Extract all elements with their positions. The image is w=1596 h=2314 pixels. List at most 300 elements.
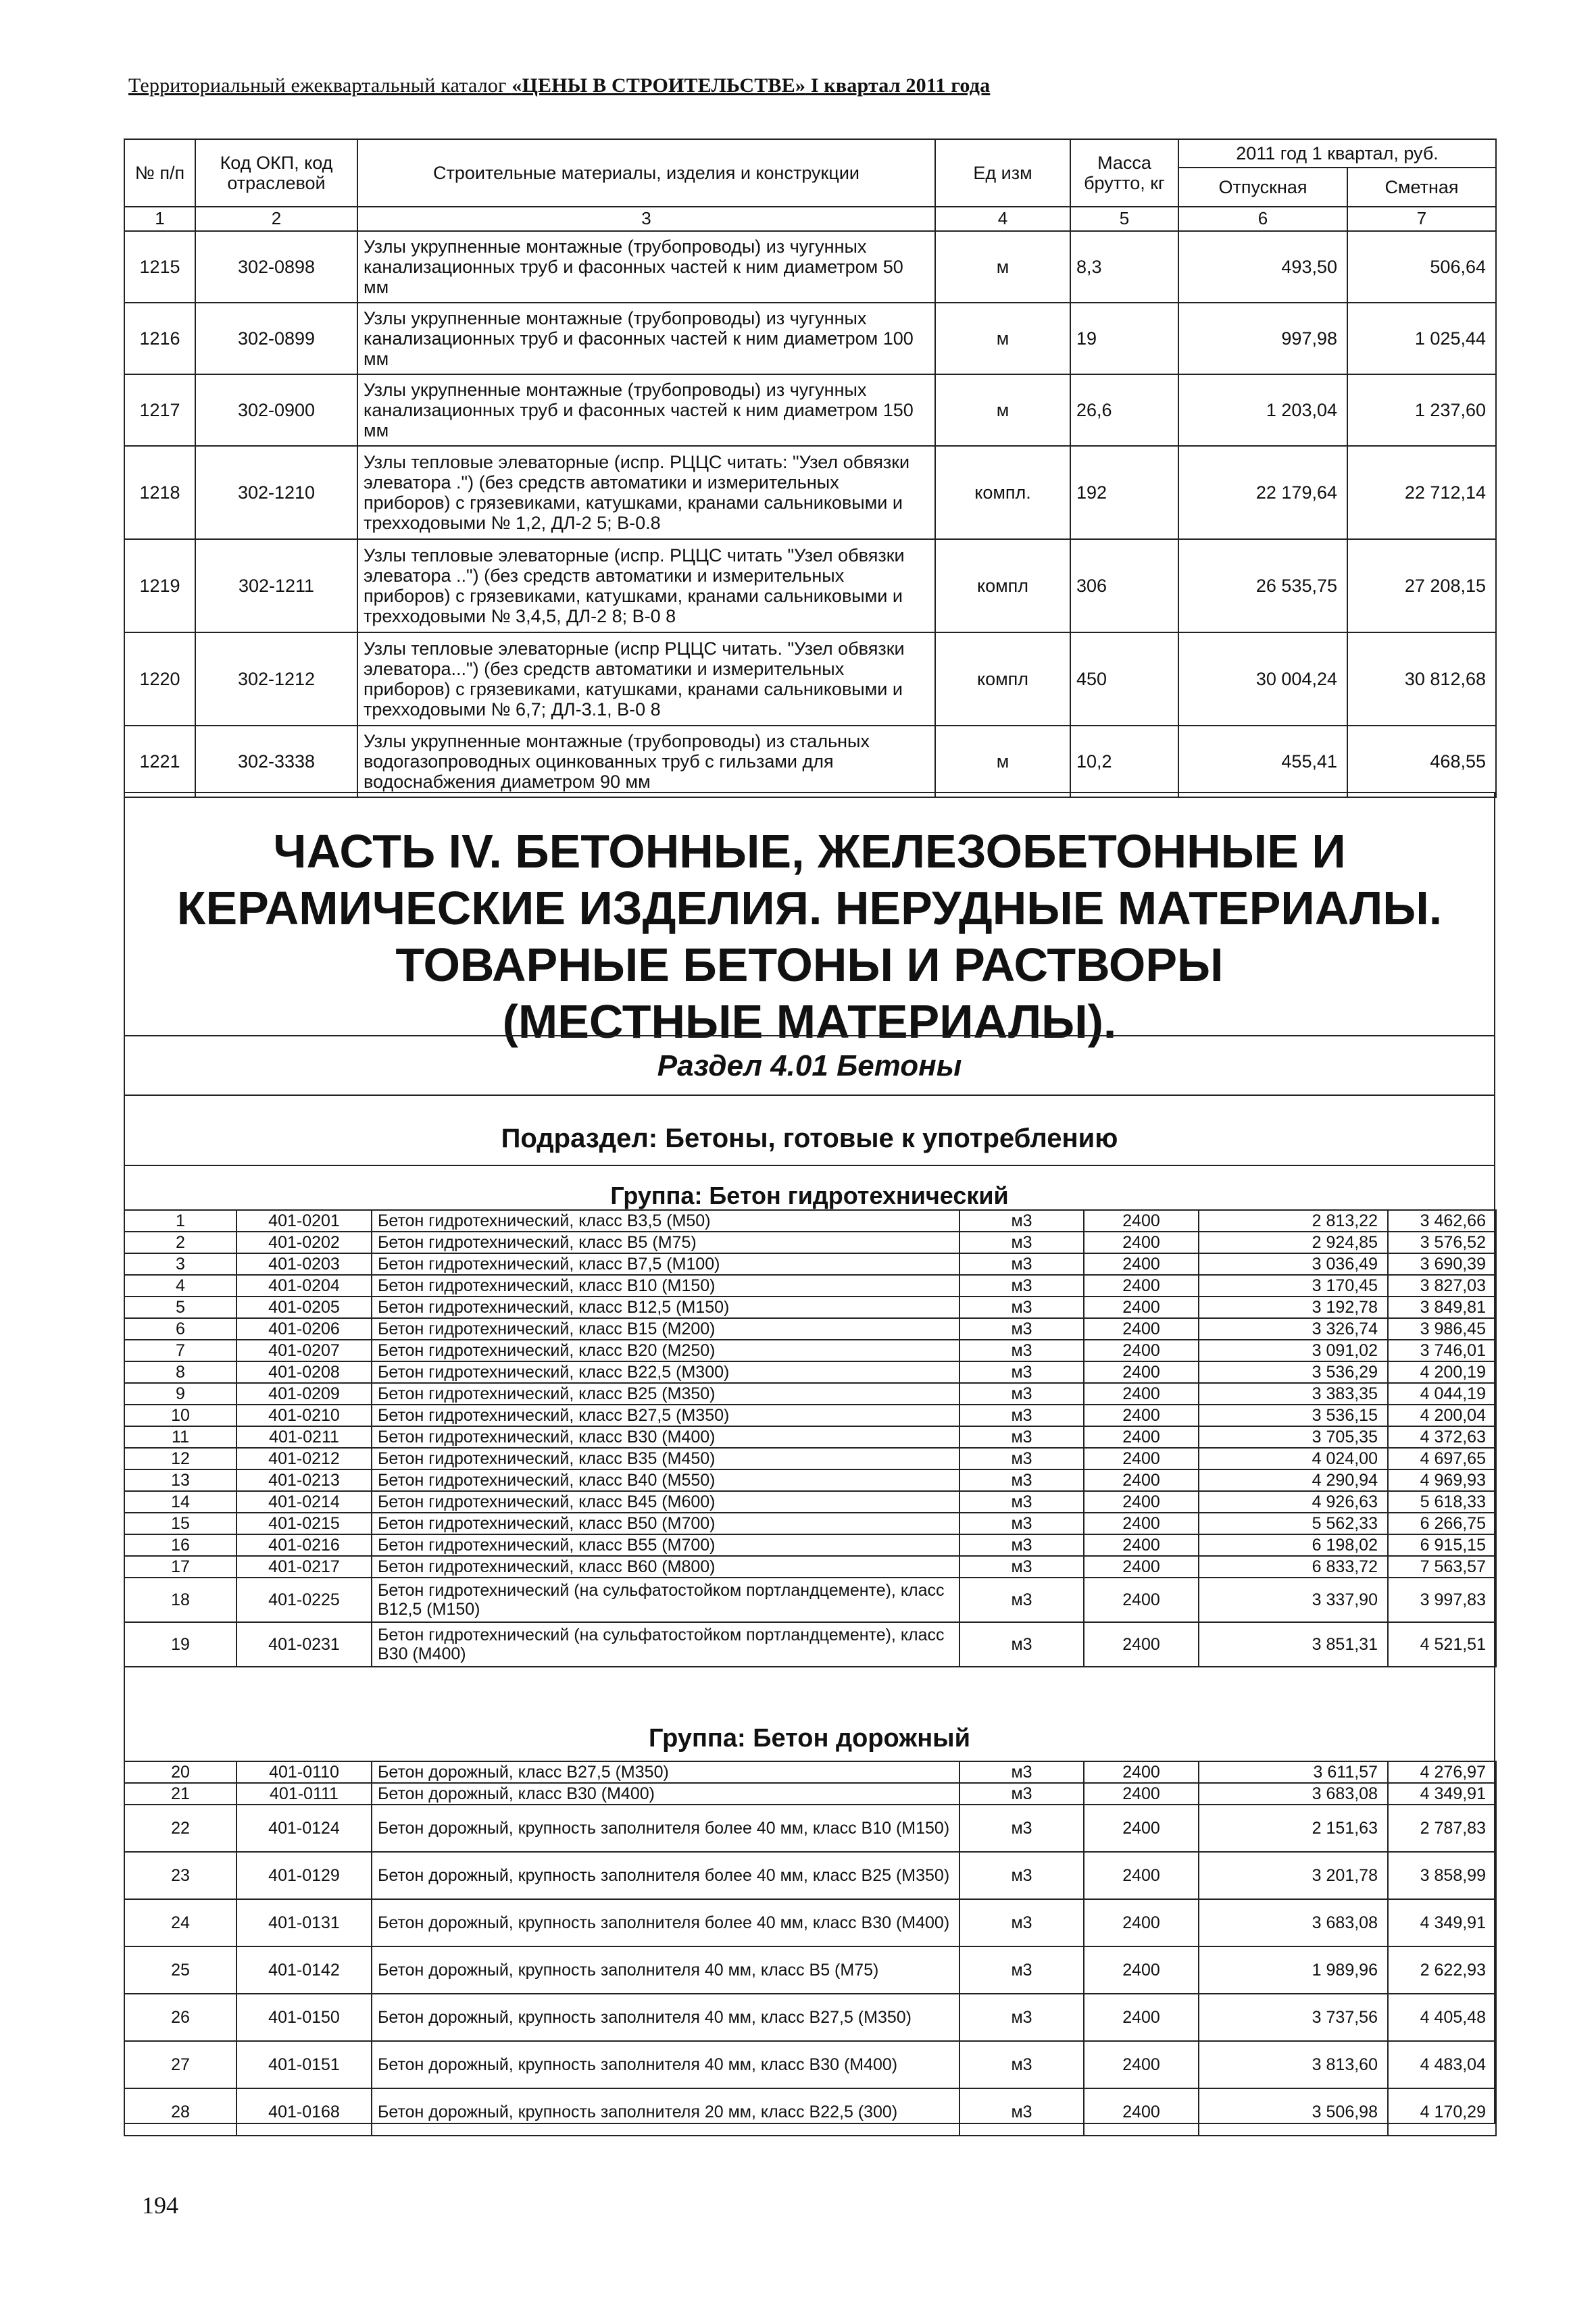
row-code: 401-0207 xyxy=(236,1340,372,1361)
row-no: 1218 xyxy=(124,446,195,539)
row-code: 401-0142 xyxy=(236,1946,372,1994)
part-title xyxy=(125,823,1494,1050)
row-estimate-price: 27 208,15 xyxy=(1347,539,1496,632)
row-release-price: 3 536,15 xyxy=(1199,1405,1388,1426)
row-code: 401-0150 xyxy=(236,1994,372,2041)
table-row xyxy=(124,539,1496,632)
col-number: 6 xyxy=(1178,207,1347,231)
row-name: Узлы укрупненные монтажные (трубопроводы) из чугунных канализационных труб и фасонных частей к ним диаметром 100 мм xyxy=(357,303,935,374)
row-estimate-price: 2 622,93 xyxy=(1388,1946,1496,1994)
row-code: 302-1210 xyxy=(195,446,357,539)
row-estimate-price: 6 915,15 xyxy=(1388,1534,1496,1556)
row-code: 401-0124 xyxy=(236,1805,372,1852)
row-mass: 2400 xyxy=(1084,1448,1199,1469)
row-mass: 2400 xyxy=(1084,1253,1199,1275)
row-no: 1217 xyxy=(124,374,195,446)
row-no: 13 xyxy=(124,1469,236,1491)
row-unit: м3 xyxy=(959,1426,1084,1448)
row-name: Бетон гидротехнический, класс В45 (М600) xyxy=(372,1491,959,1513)
row-name: Узлы тепловые элеваторные (испр РЦЦС читать. "Узел обвязки элеватора...") (без средств автоматики и измерительных приборов) с грязевиками, катушками, кранами сальниковыми и трехходовыми № 6,7; ДЛ-3.1, В-0 8 xyxy=(357,632,935,726)
row-estimate-price: 6 266,75 xyxy=(1388,1513,1496,1534)
row-release-price: 1 989,96 xyxy=(1199,1946,1388,1994)
header-estimate: Сметная xyxy=(1347,168,1496,207)
row-unit: компл. xyxy=(935,446,1070,539)
row-unit: м3 xyxy=(959,1448,1084,1469)
row-no: 22 xyxy=(124,1805,236,1852)
row-no: 8 xyxy=(124,1361,236,1383)
row-estimate-price: 7 563,57 xyxy=(1388,1556,1496,1578)
table-row xyxy=(124,1994,1496,2041)
table-row xyxy=(124,1622,1496,1667)
header-code: Код ОКП, код отраслевой xyxy=(195,139,357,207)
row-estimate-price: 4 200,04 xyxy=(1388,1405,1496,1426)
table-row xyxy=(124,1405,1496,1426)
row-code: 401-0151 xyxy=(236,2041,372,2088)
col-number: 5 xyxy=(1070,207,1178,231)
row-no: 21 xyxy=(124,1783,236,1805)
row-unit: м3 xyxy=(959,1899,1084,1946)
row-name: Бетон гидротехнический, класс В3,5 (М50) xyxy=(372,1210,959,1232)
table-row xyxy=(124,1556,1496,1578)
table-row xyxy=(124,1534,1496,1556)
row-unit: м3 xyxy=(959,1556,1084,1578)
row-mass: 10,2 xyxy=(1070,726,1178,797)
row-name: Бетон дорожный, класс В30 (М400) xyxy=(372,1783,959,1805)
row-unit: м3 xyxy=(959,1805,1084,1852)
row-release-price: 3 337,90 xyxy=(1199,1578,1388,1622)
row-estimate-price: 1 237,60 xyxy=(1347,374,1496,446)
row-unit: м3 xyxy=(959,1210,1084,1232)
row-mass: 2400 xyxy=(1084,1426,1199,1448)
price-table-road xyxy=(124,1761,1497,2136)
row-code: 302-0900 xyxy=(195,374,357,446)
table-row xyxy=(124,1578,1496,1622)
row-release-price: 3 683,08 xyxy=(1199,1899,1388,1946)
row-mass: 2400 xyxy=(1084,1622,1199,1667)
row-unit: м3 xyxy=(959,1318,1084,1340)
table-row xyxy=(124,446,1496,539)
row-estimate-price: 468,55 xyxy=(1347,726,1496,797)
row-release-price: 5 562,33 xyxy=(1199,1513,1388,1534)
subsection-title: Подраздел: Бетоны, готовые к употреблению xyxy=(124,1095,1495,1165)
row-mass: 26,6 xyxy=(1070,374,1178,446)
row-unit: м3 xyxy=(959,1491,1084,1513)
row-no: 1 xyxy=(124,1210,236,1232)
row-estimate-price: 4 405,48 xyxy=(1388,1994,1496,2041)
row-no: 7 xyxy=(124,1340,236,1361)
row-no: 5 xyxy=(124,1297,236,1318)
col-number: 3 xyxy=(357,207,935,231)
row-unit: м3 xyxy=(959,2088,1084,2136)
row-name: Бетон гидротехнический, класс В30 (М400) xyxy=(372,1426,959,1448)
row-no: 11 xyxy=(124,1426,236,1448)
row-estimate-price: 3 997,83 xyxy=(1388,1578,1496,1622)
row-name: Бетон дорожный, крупность заполнителя 40 мм, класс В5 (М75) xyxy=(372,1946,959,1994)
row-mass: 2400 xyxy=(1084,1275,1199,1297)
row-no: 2 xyxy=(124,1232,236,1253)
row-estimate-price: 3 849,81 xyxy=(1388,1297,1496,1318)
row-no: 18 xyxy=(124,1578,236,1622)
part-title-line: ТОВАРНЫЕ БЕТОНЫ И РАСТВОРЫ xyxy=(395,938,1224,991)
row-unit: м3 xyxy=(959,1761,1084,1783)
header-unit: Ед изм xyxy=(935,139,1070,207)
row-estimate-price: 5 618,33 xyxy=(1388,1491,1496,1513)
running-header xyxy=(128,74,990,97)
row-estimate-price: 1 025,44 xyxy=(1347,303,1496,374)
row-mass: 2400 xyxy=(1084,1513,1199,1534)
row-name: Узлы укрупненные монтажные (трубопроводы) из чугунных канализационных труб и фасонных частей к ним диаметром 150 мм xyxy=(357,374,935,446)
row-code: 401-0110 xyxy=(236,1761,372,1783)
row-mass: 2400 xyxy=(1084,1340,1199,1361)
row-unit: м3 xyxy=(959,1534,1084,1556)
row-code: 401-0208 xyxy=(236,1361,372,1383)
row-estimate-price: 4 483,04 xyxy=(1388,2041,1496,2088)
row-unit: м3 xyxy=(959,1232,1084,1253)
row-unit: м3 xyxy=(959,1469,1084,1491)
row-no: 1219 xyxy=(124,539,195,632)
row-code: 401-0209 xyxy=(236,1383,372,1405)
row-unit: м xyxy=(935,303,1070,374)
row-no: 10 xyxy=(124,1405,236,1426)
row-release-price: 3 201,78 xyxy=(1199,1852,1388,1899)
row-code: 401-0217 xyxy=(236,1556,372,1578)
col-number: 4 xyxy=(935,207,1070,231)
table-row xyxy=(124,1448,1496,1469)
row-unit: м3 xyxy=(959,1578,1084,1622)
header-release: Отпускная xyxy=(1178,168,1347,207)
row-release-price: 3 170,45 xyxy=(1199,1275,1388,1297)
row-mass: 2400 xyxy=(1084,1946,1199,1994)
row-estimate-price: 506,64 xyxy=(1347,231,1496,303)
row-release-price: 455,41 xyxy=(1178,726,1347,797)
row-estimate-price: 30 812,68 xyxy=(1347,632,1496,726)
row-mass: 2400 xyxy=(1084,1556,1199,1578)
row-release-price: 3 851,31 xyxy=(1199,1622,1388,1667)
table-row xyxy=(124,231,1496,303)
row-estimate-price: 4 969,93 xyxy=(1388,1469,1496,1491)
row-name: Бетон дорожный, крупность заполнителя 20 мм, класс В22,5 (300) xyxy=(372,2088,959,2136)
row-no: 28 xyxy=(124,2088,236,2136)
row-code: 401-0215 xyxy=(236,1513,372,1534)
part-title-line: КЕРАМИЧЕСКИЕ ИЗДЕЛИЯ. НЕРУДНЫЕ МАТЕРИАЛЫ. xyxy=(176,882,1443,934)
row-code: 401-0203 xyxy=(236,1253,372,1275)
table-row xyxy=(124,1275,1496,1297)
row-mass: 2400 xyxy=(1084,1232,1199,1253)
row-no: 1221 xyxy=(124,726,195,797)
table-row xyxy=(124,1232,1496,1253)
part-title-line: (МЕСТНЫЕ МАТЕРИАЛЫ). xyxy=(502,995,1117,1048)
running-header-catalog: «ЦЕНЫ В СТРОИТЕЛЬСТВЕ» xyxy=(512,74,806,97)
row-code: 401-0214 xyxy=(236,1491,372,1513)
row-no: 3 xyxy=(124,1253,236,1275)
table-row xyxy=(124,303,1496,374)
row-no: 26 xyxy=(124,1994,236,2041)
row-code: 401-0202 xyxy=(236,1232,372,1253)
row-no: 9 xyxy=(124,1383,236,1405)
part-title-line: ЧАСТЬ IV. БЕТОННЫЕ, ЖЕЛЕЗОБЕТОННЫЕ И xyxy=(273,825,1346,878)
row-release-price: 3 705,35 xyxy=(1199,1426,1388,1448)
table-row xyxy=(124,2088,1496,2136)
table-row xyxy=(124,1946,1496,1994)
row-estimate-price: 3 576,52 xyxy=(1388,1232,1496,1253)
row-estimate-price: 3 746,01 xyxy=(1388,1340,1496,1361)
row-code: 401-0231 xyxy=(236,1622,372,1667)
section-title: Раздел 4.01 Бетоны xyxy=(124,1035,1495,1095)
table-row xyxy=(124,632,1496,726)
row-release-price: 3 611,57 xyxy=(1199,1761,1388,1783)
header-mass: Масса брутто, кг xyxy=(1070,139,1178,207)
row-unit: м3 xyxy=(959,1383,1084,1405)
row-release-price: 2 151,63 xyxy=(1199,1805,1388,1852)
row-name: Бетон гидротехнический, класс В55 (М700) xyxy=(372,1534,959,1556)
row-mass: 2400 xyxy=(1084,2041,1199,2088)
row-name: Бетон гидротехнический, класс В12,5 (М150) xyxy=(372,1297,959,1318)
row-name: Узлы укрупненные монтажные (трубопроводы) из стальных водогазопроводных оцинкованных труб с гильзами для водоснабжения диаметром 90 мм xyxy=(357,726,935,797)
row-name: Бетон гидротехнический (на сульфатостойком портландцементе), класс В12,5 (М150) xyxy=(372,1578,959,1622)
row-no: 17 xyxy=(124,1556,236,1578)
row-name: Бетон гидротехнический (на сульфатостойком портландцементе), класс В30 (М400) xyxy=(372,1622,959,1667)
row-estimate-price: 4 349,91 xyxy=(1388,1783,1496,1805)
row-code: 302-3338 xyxy=(195,726,357,797)
row-mass: 2400 xyxy=(1084,1994,1199,2041)
table-row xyxy=(124,1852,1496,1899)
row-unit: м3 xyxy=(959,1275,1084,1297)
row-no: 25 xyxy=(124,1946,236,1994)
table-row xyxy=(124,1210,1496,1232)
row-code: 302-0899 xyxy=(195,303,357,374)
row-estimate-price: 3 827,03 xyxy=(1388,1275,1496,1297)
row-unit: м3 xyxy=(959,1253,1084,1275)
row-unit: м xyxy=(935,726,1070,797)
row-name: Бетон гидротехнический, класс В10 (М150) xyxy=(372,1275,959,1297)
row-mass: 2400 xyxy=(1084,1852,1199,1899)
row-release-price: 4 926,63 xyxy=(1199,1491,1388,1513)
row-release-price: 3 036,49 xyxy=(1199,1253,1388,1275)
row-unit: компл xyxy=(935,539,1070,632)
row-code: 401-0216 xyxy=(236,1534,372,1556)
row-mass: 2400 xyxy=(1084,1534,1199,1556)
row-name: Бетон гидротехнический, класс В20 (М250) xyxy=(372,1340,959,1361)
row-unit: м3 xyxy=(959,1994,1084,2041)
table-row xyxy=(124,1318,1496,1340)
row-no: 23 xyxy=(124,1852,236,1899)
row-unit: м3 xyxy=(959,1513,1084,1534)
row-code: 401-0225 xyxy=(236,1578,372,1622)
row-no: 16 xyxy=(124,1534,236,1556)
row-name: Бетон гидротехнический, класс В60 (М800) xyxy=(372,1556,959,1578)
row-release-price: 1 203,04 xyxy=(1178,374,1347,446)
row-no: 1215 xyxy=(124,231,195,303)
row-release-price: 4 290,94 xyxy=(1199,1469,1388,1491)
row-mass: 192 xyxy=(1070,446,1178,539)
row-code: 401-0211 xyxy=(236,1426,372,1448)
row-name: Бетон гидротехнический, класс В40 (М550) xyxy=(372,1469,959,1491)
row-code: 401-0210 xyxy=(236,1405,372,1426)
running-header-prefix: Территориальный ежеквартальный каталог xyxy=(128,74,512,97)
col-number: 1 xyxy=(124,207,195,231)
row-name: Бетон дорожный, крупность заполнителя более 40 мм, класс В25 (М350) xyxy=(372,1852,959,1899)
price-table-top xyxy=(124,139,1497,798)
running-header-suffix: I квартал 2011 года xyxy=(805,74,991,97)
row-mass: 2400 xyxy=(1084,1210,1199,1232)
row-name: Бетон гидротехнический, класс В7,5 (М100) xyxy=(372,1253,959,1275)
row-no: 4 xyxy=(124,1275,236,1297)
row-code: 401-0206 xyxy=(236,1318,372,1340)
page-number: 194 xyxy=(142,2192,178,2219)
table-row xyxy=(124,1761,1496,1783)
row-name: Бетон дорожный, класс В27,5 (М350) xyxy=(372,1761,959,1783)
row-code: 401-0168 xyxy=(236,2088,372,2136)
row-unit: м3 xyxy=(959,1852,1084,1899)
row-unit: м3 xyxy=(959,1783,1084,1805)
row-unit: м3 xyxy=(959,1405,1084,1426)
row-mass: 2400 xyxy=(1084,1805,1199,1852)
row-name: Бетон гидротехнический, класс В27,5 (М350) xyxy=(372,1405,959,1426)
header-no: № п/п xyxy=(124,139,195,207)
row-estimate-price: 3 690,39 xyxy=(1388,1253,1496,1275)
table-row xyxy=(124,1469,1496,1491)
row-mass: 2400 xyxy=(1084,1297,1199,1318)
row-release-price: 997,98 xyxy=(1178,303,1347,374)
row-name: Бетон гидротехнический, класс В35 (М450) xyxy=(372,1448,959,1469)
row-mass: 8,3 xyxy=(1070,231,1178,303)
row-estimate-price: 4 697,65 xyxy=(1388,1448,1496,1469)
row-code: 302-0898 xyxy=(195,231,357,303)
row-no: 12 xyxy=(124,1448,236,1469)
row-code: 401-0129 xyxy=(236,1852,372,1899)
row-name: Узлы укрупненные монтажные (трубопроводы) из чугунных канализационных труб и фасонных частей к ним диаметром 50 мм xyxy=(357,231,935,303)
row-release-price: 6 198,02 xyxy=(1199,1534,1388,1556)
row-code: 302-1212 xyxy=(195,632,357,726)
row-estimate-price: 4 349,91 xyxy=(1388,1899,1496,1946)
row-name: Узлы тепловые элеваторные (испр. РЦЦС читать "Узел обвязки элеватора ..") (без средств автоматики и измерительных приборов) с грязевиками, катушками, кранами сальниковыми и трехходовыми № 3,4,5, ДЛ-2 8; В-0 8 xyxy=(357,539,935,632)
group-title-hydro: Группа: Бетон гидротехнический xyxy=(124,1165,1495,1211)
row-mass: 2400 xyxy=(1084,1361,1199,1383)
row-estimate-price: 4 044,19 xyxy=(1388,1383,1496,1405)
row-mass: 306 xyxy=(1070,539,1178,632)
row-estimate-price: 2 787,83 xyxy=(1388,1805,1496,1852)
row-mass: 2400 xyxy=(1084,1761,1199,1783)
row-release-price: 3 383,35 xyxy=(1199,1383,1388,1405)
row-name: Бетон гидротехнический, класс В25 (М350) xyxy=(372,1383,959,1405)
row-mass: 450 xyxy=(1070,632,1178,726)
row-estimate-price: 3 986,45 xyxy=(1388,1318,1496,1340)
row-estimate-price: 22 712,14 xyxy=(1347,446,1496,539)
row-estimate-price: 3 858,99 xyxy=(1388,1852,1496,1899)
table-row xyxy=(124,1899,1496,1946)
row-mass: 19 xyxy=(1070,303,1178,374)
table-row xyxy=(124,2041,1496,2088)
row-name: Узлы тепловые элеваторные (испр. РЦЦС читать: "Узел обвязки элеватора .") (без средств автоматики и измерительных приборов) с грязевиками, катушками, кранами сальниковыми и трехходовыми № 1,2, ДЛ-2 5; В-0.8 xyxy=(357,446,935,539)
row-unit: м xyxy=(935,374,1070,446)
row-no: 1220 xyxy=(124,632,195,726)
row-no: 14 xyxy=(124,1491,236,1513)
row-release-price: 3 506,98 xyxy=(1199,2088,1388,2136)
row-unit: м xyxy=(935,231,1070,303)
row-mass: 2400 xyxy=(1084,1405,1199,1426)
row-unit: м3 xyxy=(959,1297,1084,1318)
row-no: 19 xyxy=(124,1622,236,1667)
row-name: Бетон гидротехнический, класс В15 (М200) xyxy=(372,1318,959,1340)
header-name: Строительные материалы, изделия и конструкции xyxy=(357,139,935,207)
table-row xyxy=(124,1383,1496,1405)
row-release-price: 3 536,29 xyxy=(1199,1361,1388,1383)
row-unit: м3 xyxy=(959,1622,1084,1667)
row-name: Бетон дорожный, крупность заполнителя более 40 мм, класс В10 (М150) xyxy=(372,1805,959,1852)
row-code: 302-1211 xyxy=(195,539,357,632)
row-estimate-price: 4 170,29 xyxy=(1388,2088,1496,2136)
row-estimate-price: 4 372,63 xyxy=(1388,1426,1496,1448)
row-release-price: 493,50 xyxy=(1178,231,1347,303)
row-unit: компл xyxy=(935,632,1070,726)
row-mass: 2400 xyxy=(1084,1899,1199,1946)
row-code: 401-0204 xyxy=(236,1275,372,1297)
row-code: 401-0111 xyxy=(236,1783,372,1805)
table-row xyxy=(124,1513,1496,1534)
row-code: 401-0201 xyxy=(236,1210,372,1232)
row-code: 401-0213 xyxy=(236,1469,372,1491)
row-release-price: 2 924,85 xyxy=(1199,1232,1388,1253)
table-row xyxy=(124,1340,1496,1361)
table-row xyxy=(124,1297,1496,1318)
row-mass: 2400 xyxy=(1084,1383,1199,1405)
group-title-road: Группа: Бетон дорожный xyxy=(649,1724,970,1753)
table-row xyxy=(124,374,1496,446)
table-row xyxy=(124,1805,1496,1852)
row-mass: 2400 xyxy=(1084,1578,1199,1622)
row-code: 401-0212 xyxy=(236,1448,372,1469)
table-row xyxy=(124,726,1496,797)
row-unit: м3 xyxy=(959,1946,1084,1994)
row-estimate-price: 4 521,51 xyxy=(1388,1622,1496,1667)
table-row xyxy=(124,1491,1496,1513)
row-code: 401-0131 xyxy=(236,1899,372,1946)
row-estimate-price: 4 200,19 xyxy=(1388,1361,1496,1383)
row-release-price: 3 192,78 xyxy=(1199,1297,1388,1318)
row-mass: 2400 xyxy=(1084,1783,1199,1805)
row-estimate-price: 3 462,66 xyxy=(1388,1210,1496,1232)
table-row xyxy=(124,1361,1496,1383)
row-unit: м3 xyxy=(959,1361,1084,1383)
row-no: 27 xyxy=(124,2041,236,2088)
row-estimate-price: 4 276,97 xyxy=(1388,1761,1496,1783)
row-release-price: 3 737,56 xyxy=(1199,1994,1388,2041)
row-release-price: 2 813,22 xyxy=(1199,1210,1388,1232)
row-mass: 2400 xyxy=(1084,2088,1199,2136)
row-name: Бетон дорожный, крупность заполнителя 40 мм, класс В27,5 (М350) xyxy=(372,1994,959,2041)
row-name: Бетон гидротехнический, класс В5 (М75) xyxy=(372,1232,959,1253)
row-release-price: 3 813,60 xyxy=(1199,2041,1388,2088)
row-release-price: 22 179,64 xyxy=(1178,446,1347,539)
table-row xyxy=(124,1426,1496,1448)
table-row xyxy=(124,1253,1496,1275)
row-release-price: 3 326,74 xyxy=(1199,1318,1388,1340)
row-release-price: 4 024,00 xyxy=(1199,1448,1388,1469)
row-name: Бетон гидротехнический, класс В22,5 (М300) xyxy=(372,1361,959,1383)
row-release-price: 26 535,75 xyxy=(1178,539,1347,632)
row-no: 1216 xyxy=(124,303,195,374)
row-mass: 2400 xyxy=(1084,1318,1199,1340)
row-no: 6 xyxy=(124,1318,236,1340)
col-number: 2 xyxy=(195,207,357,231)
row-release-price: 30 004,24 xyxy=(1178,632,1347,726)
row-release-price: 6 833,72 xyxy=(1199,1556,1388,1578)
row-no: 20 xyxy=(124,1761,236,1783)
col-number: 7 xyxy=(1347,207,1496,231)
row-name: Бетон дорожный, крупность заполнителя 40 мм, класс В30 (М400) xyxy=(372,2041,959,2088)
row-name: Бетон дорожный, крупность заполнителя более 40 мм, класс В30 (М400) xyxy=(372,1899,959,1946)
row-unit: м3 xyxy=(959,2041,1084,2088)
